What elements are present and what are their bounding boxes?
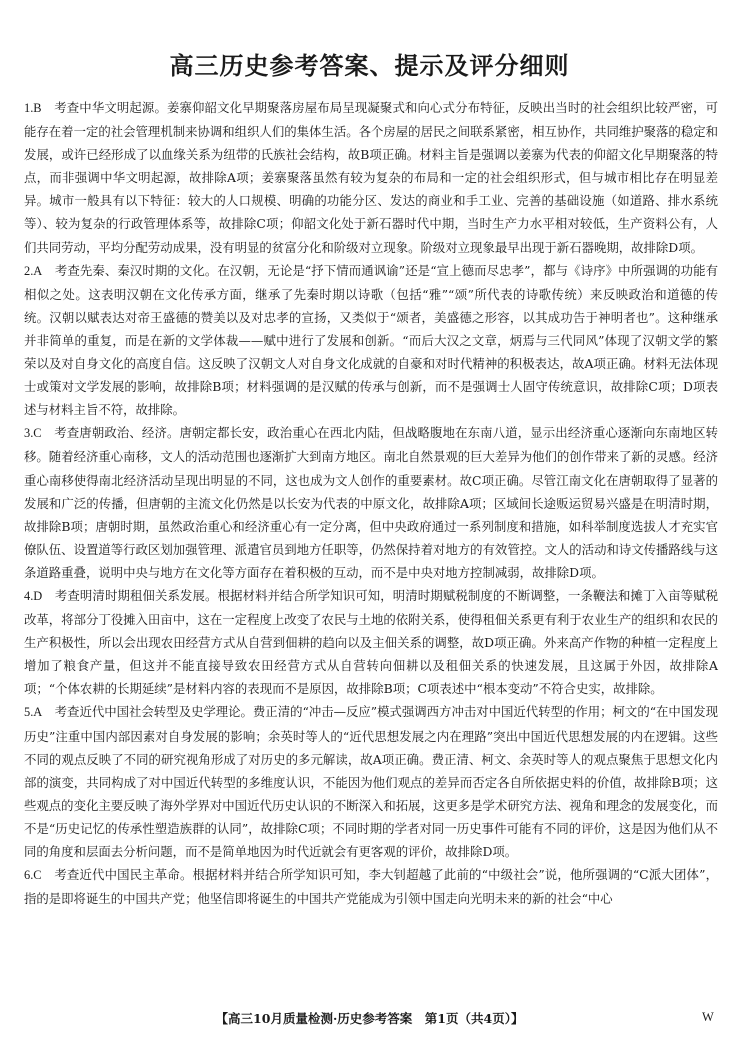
- answer-item-6: [24, 863, 718, 910]
- answer-label: 2.A: [24, 263, 43, 278]
- answer-label: 4.D: [24, 588, 43, 603]
- answer-item-5: [24, 700, 718, 863]
- answer-text: 考查近代中国社会转型及史学理论。费正清的“冲击—反应”模式强调西方冲击对中国近代转型的作用；柯文的“在中国发现历史”注重中国内部因素对自身发展的影响；余英时等人的“近代思想发展之内在理路”突出中国近代思想发展的内在逻辑。这些不同的观点反映了不同的研究视角形成了对历史的多元解读，故A项正确。费正清、柯文、余英时等人的观点聚焦于思想文化内部的演变，共同构成了对中国近代转型的多维度认识，不能因为他们观点的差异而否定各自所依据史料的价值，故排除B项；这些观点的变化主要反映了海外学界对中国近代历史认识的不断深入和拓展，这更多是学术研究方法、视角和理念的发展变化，而不是“历史记忆的传承性塑造族群的认同”，故排除C项；不同时期的学者对同一历史事件可能有不同的评价，这是因为他们从不同的角度和层面去分析问题，而不是简单地因为时代近就会有更客观的评价，故排除D项。: [24, 704, 719, 859]
- page-title: 高三历史参考答案、提示及评分细则: [169, 52, 570, 80]
- answer-list: [24, 96, 718, 910]
- answer-text: 考查明清时期租佃关系发展。根据材料并结合所学知识可知，明清时期赋税制度的不断调整，一条鞭法和摊丁入亩等赋税改革，将部分丁役摊入田亩中，这在一定程度上改变了农民与土地的依附关系，使得租佃关系更有利于农业生产的组织和农民的生产积极性，所以会出现农田经营方式从自营到佃耕的趋向以及主佃关系的调整，故D项正确。外来高产作物的种植一定程度上增加了粮食产量，但这并不能直接导致农田经营方式从自营转向佃耕以及租佃关系的快速发展，且这属于外因，故排除A项；“个体农耕的长期延续”是材料内容的表现而不是原因，故排除B项；C项表述中“根本变动”不符合史实，故排除。: [24, 587, 719, 697]
- footer-mark: W: [702, 1010, 714, 1024]
- answer-label: 1.B: [24, 101, 42, 115]
- answer-item-1: [24, 96, 718, 259]
- answer-item-4: [24, 584, 718, 700]
- answer-text: 考查先秦、秦汉时期的文化。在汉朝，无论是“抒下情而通讽谕”还是“宣上德而尽忠孝”，都与《诗序》中所强调的功能有相似之处。这表明汉朝在文化传承方面，继承了先秦时期以诗歌（包括“雅”“颂”所代表的诗歌传统）来反映政治和道德的传统。汉朝以赋表达对帝王盛德的赞美以及对忠孝的宣扬，又类似于“颂者，美盛德之形容，以其成功告于神明者也”。这种继承并非简单的重复，而是在新的文学体裁——赋中进行了发展和创新。“而后大汉之文章，炳焉与三代同风”体现了汉朝文学的繁荣以及对自身文化的高度自信。这反映了汉朝文人对自身文化成就的自豪和对时代精神的积极表达，故A项正确。材料无法体现士或策对文学发展的影响，故排除B项；材料强调的是汉赋的传承与创新，而不是强调士人固守传统意识，故排除C项；D项表述与材料主旨不符，故排除。: [24, 262, 718, 418]
- answer-text: 考查中华文明起源。姜寨仰韶文化早期聚落房屋布局呈现凝聚式和向心式分布特征，反映出当时的社会组织比较严密，可能存在着一定的社会管理机制来协调和组织人们的集体生活。各个房屋的居民之间联系紧密，相互协作，共同维护聚落的稳定和发展，或许已经形成了以血缘关系为纽带的氏族社会结构，故B项正确。材料主旨是强调以姜寨为代表的仰韶文化早期聚落的特点，而非强调中华文明起源，故排除A项；姜寨聚落虽然有较为复杂的布局和一定的社会组织形式，但与城市相比存在明显差异。城市一般具有以下特征：较大的人口规模、明确的功能分区、发达的商业和手工业、完善的基础设施（如道路、排水系统等）、较为复杂的行政管理体系等，故排除C项；仰韶文化处于新石器时代中期，当时生产力水平相对较低，生产资料公有，人们共同劳动，平均分配劳动成果，没有明显的贫富分化和阶级对立现象。阶级对立现象最早出现于新石器晚期，故排除D项。: [24, 100, 719, 255]
- answer-label: 3.C: [24, 426, 42, 441]
- page-footer: 【高三10月质量检测·历史参考答案 第1页（共4页）】: [215, 1011, 524, 1026]
- answer-item-2: [24, 259, 718, 422]
- answer-label: 6.C: [24, 868, 42, 883]
- answer-item-3: [24, 421, 718, 584]
- answer-text: 考查近代中国民主革命。根据材料并结合所学知识可知，李大钊超越了此前的“中级社会”说，他所强调的“C派大团体”，指的是即将诞生的中国共产党；他坚信即将诞生的中国共产党能成为引领中国走向光明未来的新的社会“中心: [24, 867, 718, 907]
- answer-text: 考查唐朝政治、经济。唐朝定都长安，政治重心在西北内陆，但战略腹地在东南八道，显示出经济重心逐渐向东南地区转移。随着经济重心南移，文人的活动范围也逐渐扩大到南方地区。南北自然景观的巨大差异为他们的创作带来了新的灵感。经济重心南移使得南北经济活动呈现出明显的不同，这也成为文人创作的重要素材。故C项正确。尽管江南文化在唐朝取得了显著的发展和广泛的传播，但唐朝的主流文化仍然是以长安为代表的中原文化，故排除A项；区域间长途贩运贸易兴盛是在明清时期，故排除B项；唐朝时期，虽然政治重心和经济重心有一定分离，但中央政府通过一系列制度和措施，如科举制度选拔人才充实官僚队伍、设置道等行政区划加强管理、派遣官员到地方任职等，仍然保持着对地方的有效管控。文人的活动和诗文传播路线与这条道路重叠，说明中央与地方在文化等方面存在着积极的互动，而不是中央对地方控制减弱，故排除D项。: [24, 425, 719, 580]
- answer-label: 5.A: [24, 705, 43, 720]
